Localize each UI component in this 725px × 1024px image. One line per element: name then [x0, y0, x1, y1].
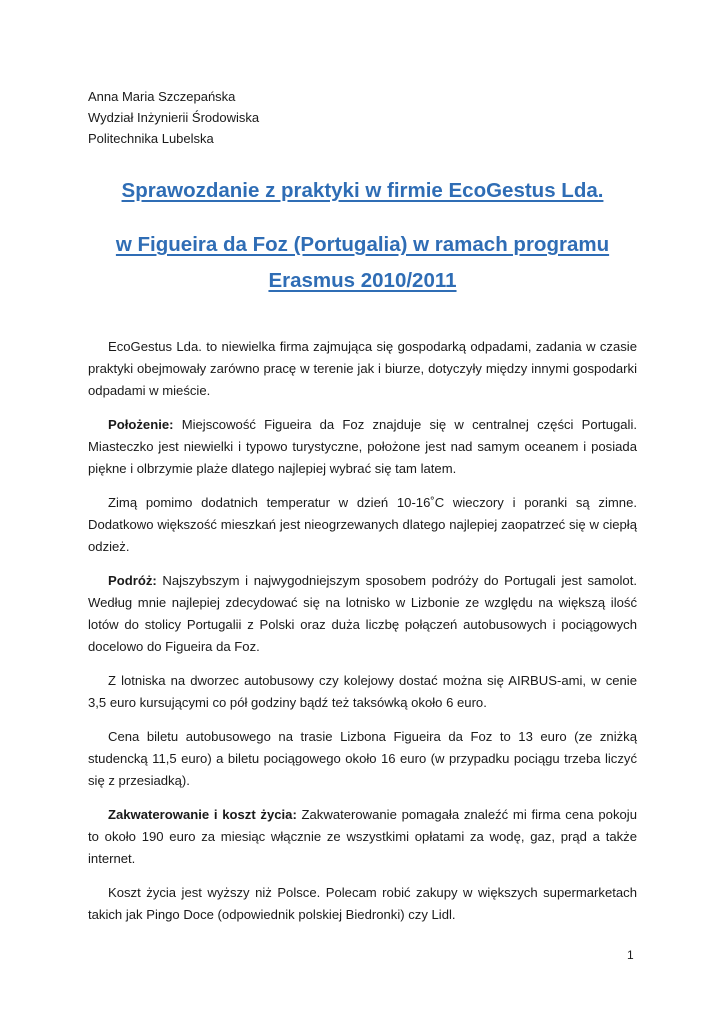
paragraph-heading: Podróż:: [108, 573, 157, 588]
author-faculty: Wydział Inżynierii Środowiska: [88, 110, 260, 125]
paragraph-accommodation: [88, 804, 637, 870]
paragraph-text: Najszybszym i najwygodniejszym sposobem podróży do Portugali jest samolot. Według mnie najlepiej zdecydować się na lotnisko w Lizbonie ze względu na większą ilość lotów do stolicy Portugalii z Polski oraz duża liczbę połączeń autobusowych i pociągowych docelowo do Figueira da Foz.: [88, 573, 637, 654]
paragraph-heading: Położenie:: [108, 417, 174, 432]
paragraph-text: Zakwaterowanie pomagała znaleźć mi firma cena pokoju to około 190 euro za miesiąc włącznie ze wszystkimi opłatami za wodę, gaz, prąd a także internet.: [88, 807, 637, 866]
paragraph-text: Miejscowość Figueira da Foz znajduje się w centralnej części Portugali. Miasteczko jest niewielki i typowo turystyczne, położone jest nad samym oceanem i posiada piękne i olbrzymie plaże dlatego najlepiej wybrać się tam latem.: [88, 417, 637, 476]
title-line-1: Sprawozdanie z praktyki w firmie EcoGestus Lda.: [121, 179, 604, 202]
paragraph-climate: [88, 492, 637, 558]
paragraph-heading: Zakwaterowanie i koszt życia:: [108, 807, 297, 822]
paragraph-text: Z lotniska na dworzec autobusowy czy kolejowy dostać można się AIRBUS-ami, w cenie 3,5 euro kursującymi co pół godziny bądź też taksówką około 6 euro.: [88, 673, 637, 710]
paragraph-ticket-prices: [88, 726, 637, 792]
paragraph-intro: [88, 336, 637, 402]
paragraph-text: Zimą pomimo dodatnich temperatur w dzień 10-16˚C wieczory i poranki są zimne. Dodatkowo większość mieszkań jest nieogrzewanych dlatego najlepiej zaopatrzeć się w ciepłą odzież.: [88, 495, 637, 554]
author-name: Anna Maria Szczepańska: [88, 89, 236, 104]
document-title: [80, 176, 645, 296]
paragraph-airport-transfer: [88, 670, 637, 714]
paragraph-location: [88, 414, 637, 480]
paragraph-cost-of-living: [88, 882, 637, 926]
title-line-3: Erasmus 2010/2011: [268, 269, 457, 292]
paragraph-travel: [88, 570, 637, 658]
author-block: [88, 86, 259, 149]
title-line-2: w Figueira da Foz (Portugalia) w ramach programu: [115, 233, 610, 256]
report-body: [88, 336, 637, 938]
paragraph-text: Koszt życia jest wyższy niż Polsce. Polecam robić zakupy w większych supermarketach takich jak Pingo Doce (odpowiednik polskiej Biedronki) czy Lidl.: [88, 885, 637, 922]
paragraph-text: Cena biletu autobusowego na trasie Lizbona Figueira da Foz to 13 euro (ze zniżką studencką 11,5 euro) a biletu pociągowego około 16 euro (w przypadku pociągu trzeba liczyć się z przesiadką).: [88, 729, 637, 788]
author-university: Politechnika Lubelska: [88, 131, 214, 146]
paragraph-text: EcoGestus Lda. to niewielka firma zajmująca się gospodarką odpadami, zadania w czasie praktyki obejmowały zarówno pracę w terenie jak i biurze, dotyczyły między innymi gospodarki odpadami w mieście.: [88, 339, 637, 398]
page-number: 1: [627, 948, 634, 962]
